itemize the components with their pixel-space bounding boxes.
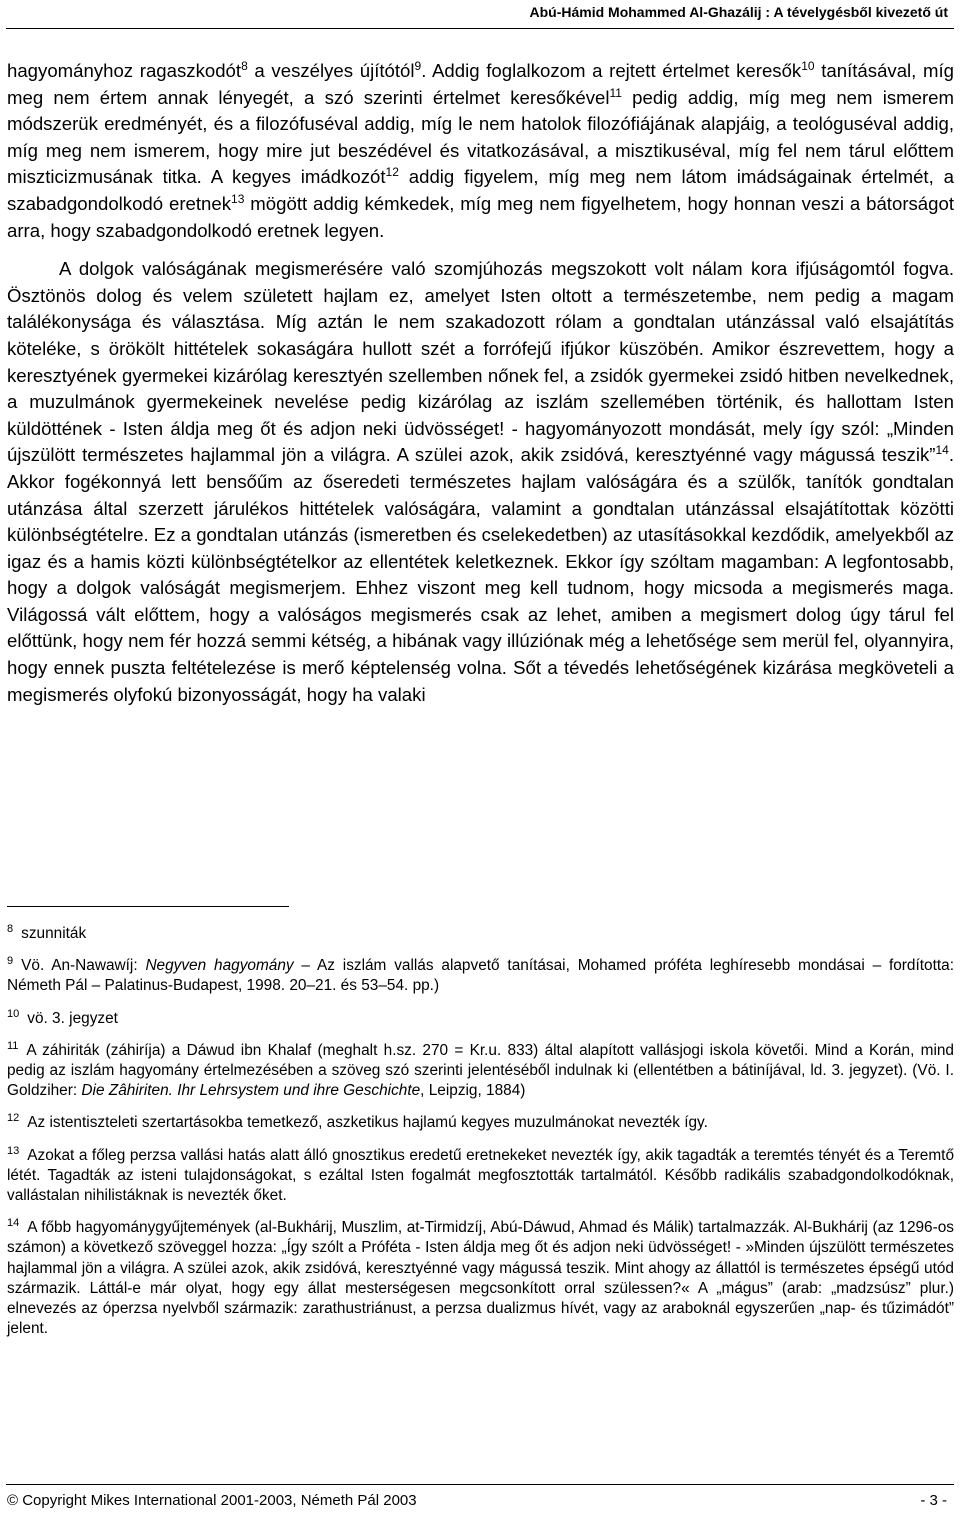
running-title: Abú-Hámid Mohammed Al-Ghazálij : A tévelygésből kivezető út [529,4,948,20]
footnote-13 [7,1146,954,1207]
text-run: tanításával, míg meg nem értem annak lényegét, a szó szerinti értelmet keresőkével [7,60,955,108]
text-run: szunniták [21,925,87,942]
text-run: A dolgok valóságának megismerésére való szomjúhozás megszokott volt nálam kora ifjúságomtól fogva. Ösztönös dolog és velem született hajlam ez, amelyet Isten oltott a természetembe, nem pedig a magam találékonysága és választása. Míg aztán le nem szakadozott rólam a gondtalan utánzással való elsajátítás köteléke, s örökölt hittételek sokaságára hullott szét a forrófejű ifjúkor küszöbén. Amikor észrevettem, hogy a keresztyének gyermekei kizárólag keresztyén szellemben nőnek fel, a zsidók gyermekei zsidó hitben nevelkednek, a muzulmánok gyermekeinek nevelése pedig kizárólag az iszlám szellemében történik, és hallottam Isten küldöttének - Isten áldja meg őt és adjon neki üdvösséget! - hagyományozott mondását, mely így szól: „Minden újszülött természetes hajlammal jön a világra. A szülei azok, akik zsidóvá, keresztyénné vagy mágussá teszik” [7,258,954,466]
footnote-number: 8 [7,923,14,935]
paragraph-1-content [7,60,954,241]
page-header [0,0,960,24]
footnote-ref: 10 [801,59,815,73]
text-run: a veszélyes újítótól [247,60,415,81]
text-run: A főbb hagyománygyűjtemények (al-Bukhárij, Muszlim, at-Tirmidzíj, Abú-Dáwud, Ahmad és Málik) tartalmazzák. Al-Bukhárij (az 1296-os számon) a következő szöveggel hozza: „Így szólt a Próféta - Isten áldja meg őt és adjon neki üdvösséget! - »Minden újszülött természetes hajlammal jön a világra. A szülei azok, akik zsidóvá, keresztyénné vagy mágussá teszik. Mint ahogy az állattól is természetes épségű utód származik. Láttál-e már olyat, hogy egy állat mesterségesen megcsonkított orral szülessen?« A „mágus” (arab: „madzsúsz” plur.) elnevezés az óperzsa nyelvből származik: zarathustriánust, a perzsa dualizmus hívét, vagy az araboknál egyszerűen „nap- és tűzimádót” jelent. [7,1219,954,1338]
text-run: , Leipzig, 1884) [420,1082,526,1100]
footnote-ref: 8 [241,59,248,73]
footnote-9 [7,956,954,996]
footnote-number: 13 [7,1144,20,1157]
text-run: Vö. An-Nawawíj: [21,957,146,975]
copyright-notice: © Copyright Mikes International 2001-2003, Németh Pál 2003 [7,1492,417,1509]
text-run: . Akkor fogékonnyá lett bensőűm az őseredeti természetes hajlam valóságára és a szülők, tanítók gondtalan utánzása által szerzett járulékos hittételek valóságára, valamint a gondtalan utánzással elsajátítottak közötti különbségtételre. Ez a gondtalan utánzás (ismeretben és cselekedetben) az utasításokkal kezdődik, amelyekből az igaz és a hamis közti különbségtételkor az ellentétek keletkeznek. Ekkor így szóltam magamban: A legfontosabb, hogy a dolgok valóságát megismerjem. Ehhez viszont meg kell tudnom, hogy micsoda a megismerés maga. Világossá vált előttem, hogy a valóságos megismerés csak az lehet, amiben a megismert dolog úgy tárul fel előttünk, hogy nem fér hozzá semmi kétség, a hibának vagy illúziónak még a lehetősége sem merül fel, olyannyira, hogy ennek puszta feltételezése is merő képtelenség volna. Sőt a tévedés lehetőségének kizárása megköveteli a megismerés olyfokú bizonyosságát, hogy ha valaki [7,444,954,705]
text-run: hagyományhoz ragaszkodót [7,60,242,81]
text-run: A záhiriták (záhiríja) a Dáwud ibn Khalaf (meghalt h.sz. 270 = Kr.u. 833) által alapított vallásjogi iskola követői. Mind a Korán, mind pedig az iszlám hagyomány értelmezésében a szöveg szó szerinti jelentéséből indulnak ki (ellentétben a bátiníjával, ld. 3. jegyzet). (Vö. I. Goldziher: [7,1041,954,1100]
footnote-ref: 11 [609,85,622,100]
paragraph-1 [7,58,954,244]
footer-divider [6,1484,954,1485]
italic-title: Negyven hagyomány [145,957,294,975]
footnote-ref: 12 [385,165,399,180]
footnote-number: 11 [7,1039,19,1052]
footnote-ref: 14 [935,443,949,458]
text-run: Az istentiszteleti szertartásokba temetkező, aszketikus hajlamú kegyes muzulmánokat nevezték így. [27,1114,708,1132]
text-run: . Addig foglalkozom a rejtett értelmet keresők [421,60,802,81]
footnote-10 [7,1009,954,1029]
footnote-number: 12 [7,1112,20,1125]
footnote-ref: 13 [231,191,245,206]
text-run: addig figyelem, míg meg nem látom imádságainak értelmét, a szabadgondolkodó eretnek [7,166,954,214]
text-run: mögött addig kémkedek, míg meg nem figyelhetem, hogy honnan veszi a bátorságot arra, hogy szabadgondolkodó eretnek legyen. [7,192,954,241]
footnote-ref: 9 [414,59,422,73]
footnote-11 [7,1041,954,1102]
footnote-number: 10 [7,1007,20,1020]
text-run: vö. 3. jegyzet [27,1009,118,1027]
paragraph-2 [7,256,954,708]
footnote-divider [7,906,289,907]
paragraph-2-content [7,258,954,705]
text-run: pedig addig, míg meg nem ismerem módszerük eredményét, és a filozófuséval addig, míg le nem hatolok filozófiájának alapjáig, a teológuséval addig, míg meg nem ismerem, hogy mire jut beszédével és vitatkozásával, a misztikuséval, míg fel nem tárul előttem miszticizmusának titka. A kegyes imádkozót [7,86,954,188]
main-text [7,58,954,708]
footnote-14 [7,1218,954,1339]
footnote-12 [7,1113,954,1133]
page-number: - 3 - [920,1492,947,1509]
footnote-number: 9 [7,955,14,968]
footnote-8 [7,924,954,944]
text-run: – Az iszlám vallás alapvető tanításai, Mohamed próféta leghíresebb mondásai – fordította: Németh Pál – Palatinus-Budapest, 1998. 20–21. és 53–54. pp.) [7,957,954,995]
header-divider [6,28,954,29]
footnotes-section [7,924,954,1351]
italic-title: Die Zâhiriten. Ihr Lehrsystem und ihre Geschichte [81,1082,421,1100]
footnote-number: 14 [7,1217,20,1230]
text-run: Azokat a főleg perzsa vallási hatás alatt álló gnosztikus eredetű eretnekeket nevezték így, akik tagadták a teremtés tényét és a Teremtő létét. Tagadták az isteni tulajdonságokat, s ezáltal Isten fogalmát megfosztották tartalmától. Később radikális szabadgondolkodóknak, vallástalan nihilistáknak is nevezték őket. [7,1146,954,1205]
